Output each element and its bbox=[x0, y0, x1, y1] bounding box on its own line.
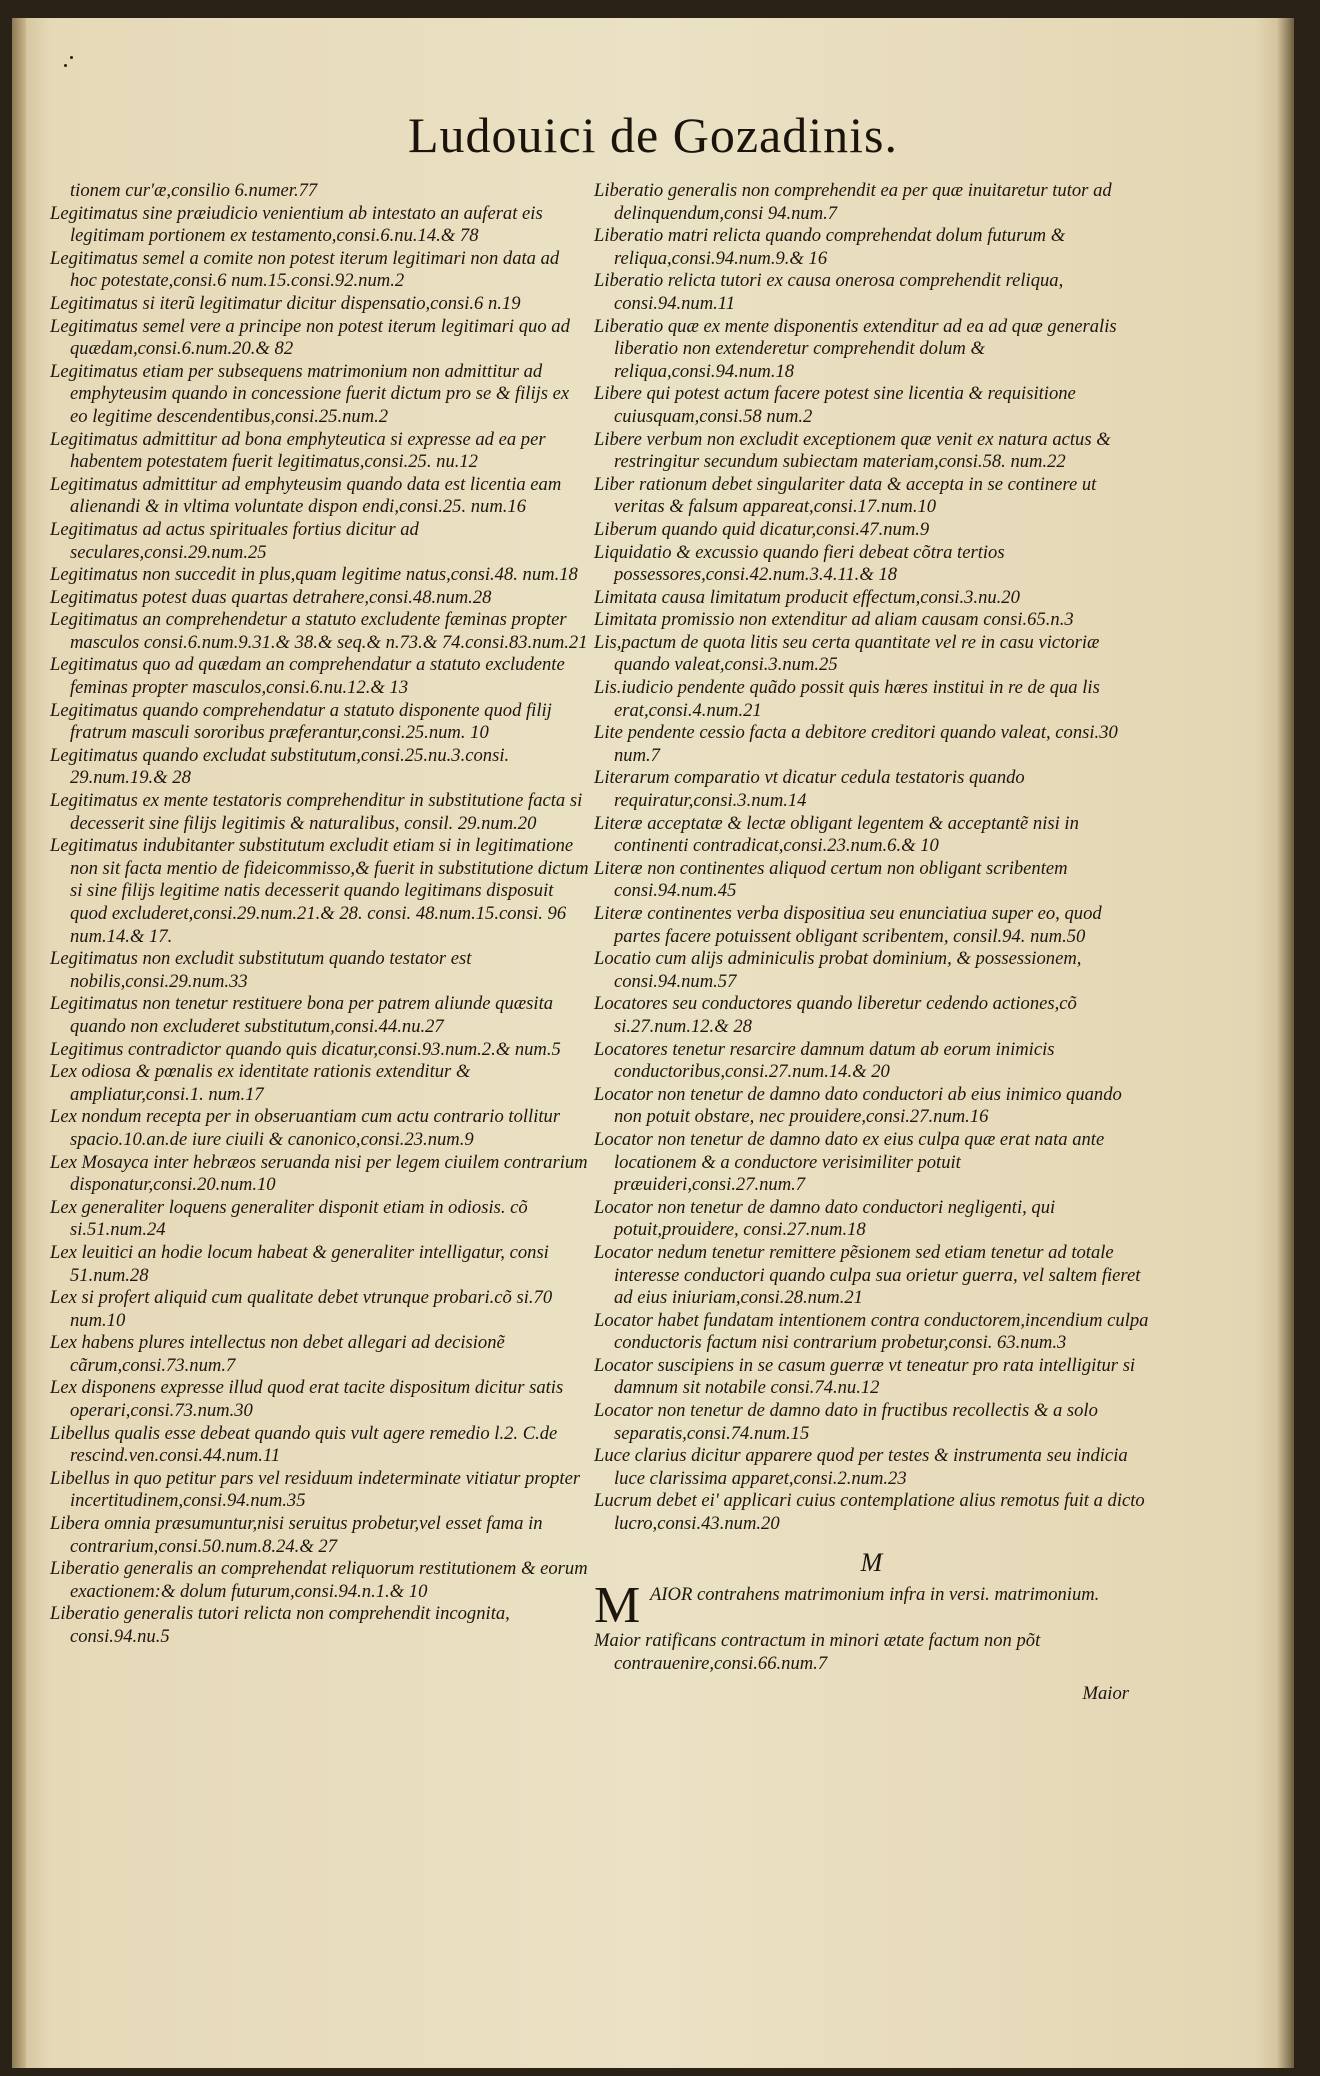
index-entry: Locator non tenetur de damno dato ex eius culpa quæ erat nata ante locationem & a conductore verisimiliter potuit præuideri,consi.27.num.7 bbox=[594, 1128, 1105, 1196]
index-entry: Legitimus contradictor quando quis dicatur,consi.93.num.2.& num.5 bbox=[50, 1038, 561, 1060]
index-entry: Locator non tenetur de damno dato conductori ab eius inimico quando non potuit obstare, nec prouidere,consi.27.num.16 bbox=[594, 1083, 1122, 1128]
index-entry: Liberum quando quid dicatur,consi.47.num.9 bbox=[594, 518, 930, 540]
index-entry: Legitimatus potest duas quartas detrahere,consi.48.num.28 bbox=[50, 586, 492, 608]
index-entry: Liberatio generalis non comprehendit ea per quæ inuitaretur tutor ad delinquendum,consi 94.num.7 bbox=[594, 180, 1112, 224]
index-entry: Legitimatus admittitur ad bona emphyteutica si expresse ad ea per habentem potestatem fuerit legitimatus,consi.25. nu.12 bbox=[50, 428, 546, 473]
right-entries bbox=[594, 180, 1149, 1536]
index-entry: Lis.iudicio pendente quãdo possit quis hæres institui in re de qua lis erat,consi.4.num.21 bbox=[594, 677, 1100, 721]
index-entry: Liber rationum debet singulariter data & accepta in se continere ut veritas & falsum appareat,consi.17.num.10 bbox=[594, 473, 1097, 518]
index-entry: Libere qui potest actum facere potest sine licentia & requisitione cuiusquam,consi.58 num.2 bbox=[594, 383, 1076, 427]
index-entry: Liberatio matri relicta quando comprehendat dolum futurum & reliqua,consi.94.num.9.& 16 bbox=[594, 225, 1066, 269]
index-entry: Legitimatus quando excludat substitutum,consi.25.nu.3.consi. 29.num.19.& 28 bbox=[50, 744, 510, 789]
index-entry: Lex generaliter loquens generaliter disponit etiam in odiosis. cõ si.51.num.24 bbox=[50, 1196, 528, 1241]
index-entry: Limitata causa limitatum producit effectum,consi.3.nu.20 bbox=[594, 586, 1020, 608]
index-entry: Lex leuitici an hodie locum habeat & generaliter intelligatur, consi 51.num.28 bbox=[50, 1241, 549, 1286]
index-entry: Legitimatus semel a comite non potest iterum legitimari non data ad hoc potestate,consi.6 num.15.consi.92.num.2 bbox=[50, 247, 560, 292]
index-entry: Locator non tenetur de damno dato in fructibus recollectis & a solo separatis,consi.74.num.15 bbox=[594, 1400, 1098, 1444]
index-entry: Locatores tenetur resarcire damnum datum ab eorum inimicis conductoribus,consi.27.num.14.& 20 bbox=[594, 1038, 1055, 1083]
index-entry: Libere verbum non excludit exceptionem quæ venit ex natura actus & restringitur secundum subiectam materiam,consi.58. num.22 bbox=[594, 428, 1111, 473]
index-entry: Legitimatus quo ad quædam an comprehendatur a statuto excludente feminas propter masculos,consi.6.nu.12.& 13 bbox=[50, 654, 565, 699]
left-column bbox=[50, 180, 590, 1649]
index-entry: Locator habet fundatam intentionem contra conductorem,incendium culpa conductoris factum nisi contrarium probetur,consi. 63.num.3 bbox=[594, 1309, 1149, 1354]
index-entry: Locator suscipiens in se casum guerræ vt teneatur pro rata intelligitur si damnum sit notabile consi.74.nu.12 bbox=[594, 1354, 1136, 1399]
index-entry: Legitimatus indubitanter substitutum excludit etiam si in legitimatione non sit facta mentio de fideicommisso,& fuerit in substitutione dictum si sine filijs legitime natis decesserit quando legitimans disposuit quod excluderet,consi.29.num.21.& 28. consi. 48.num.15.consi. 96 num.14.& 17. bbox=[50, 835, 589, 947]
index-entry: Legitimatus si iterũ legitimatur dicitur dispensatio,consi.6 n.19 bbox=[50, 292, 521, 314]
index-entry: Locator non tenetur de damno dato conductori negligenti, qui potuit,prouidere, consi.27.num.18 bbox=[594, 1196, 1056, 1241]
index-entry: Legitimatus non excludit substitutum quando testator est nobilis,consi.29.num.33 bbox=[50, 948, 472, 992]
index-entry: Legitimatus etiam per subsequens matrimonium non admittitur ad emphyteusim quando in concessione fuerit dictum pro se & filijs ex eo legitime descendentibus,consi.25.num.2 bbox=[50, 360, 570, 427]
index-entry: Libera omnia præsumuntur,nisi seruitus probetur,vel esset fama in contrarium,consi.50.num.8.24.& 27 bbox=[50, 1513, 543, 1557]
page-edge bbox=[1276, 18, 1294, 2068]
dropcap-entry bbox=[594, 1577, 1149, 1635]
index-entry: Lex si profert aliquid cum qualitate debet vtrunque probari.cõ si.70 num.10 bbox=[50, 1287, 553, 1331]
index-entry: Lex disponens expresse illud quod erat tacite dispositum dicitur satis operari,consi.73.num.30 bbox=[50, 1377, 564, 1422]
ink-speck bbox=[64, 64, 67, 67]
index-entry: Libellus in quo petitur pars vel residuum indeterminate vitiatur propter incertitudinem,consi.94.num.35 bbox=[50, 1467, 581, 1512]
index-entry: Liberatio relicta tutori ex causa onerosa comprehendit reliqua, consi.94.num.11 bbox=[594, 270, 1064, 314]
page-title: Ludouici de Gozadinis. bbox=[408, 107, 898, 163]
index-entry: Legitimatus ex mente testatoris comprehenditur in substitutione facta si decesserit sine filijs legitimis & naturalibus, consil. 29.num.20 bbox=[50, 790, 583, 834]
index-entry: Literæ acceptatæ & lectæ obligant legentem & acceptantẽ nisi in continenti contradicat,consi.23.num.6.& 10 bbox=[594, 812, 1079, 857]
index-entry: Legitimatus non tenetur restituere bona per patrem aliunde quæsita quando non excluderet substitutum,consi.44.nu.27 bbox=[50, 993, 554, 1037]
index-entry: Locatores seu conductores quando liberetur cedendo actiones,cõ si.27.num.12.& 28 bbox=[594, 993, 1077, 1037]
index-entry: Lis,pactum de quota litis seu certa quantitate vel re in casu victoriæ quando valeat,consi.3.num.25 bbox=[594, 631, 1100, 676]
index-entry: Liberatio quæ ex mente disponentis extenditur ad ea ad quæ generalis liberatio non extenderetur comprehendit dolum & reliqua,consi.94.num.18 bbox=[594, 315, 1117, 382]
index-entry: Legitimatus semel vere a principe non potest iterum legitimari quo ad quædam,consi.6.num.20.& 82 bbox=[50, 315, 570, 360]
index-entry: Liberatio generalis an comprehendat reliquorum restitutionem & eorum exactionem:& dolum futurum,consi.94.n.1.& 10 bbox=[50, 1558, 588, 1602]
index-entry: Lex habens plures intellectus non debet allegari ad decisionẽ cãrum,consi.73.num.7 bbox=[50, 1332, 505, 1376]
book-page bbox=[12, 18, 1294, 2068]
index-entry: tionem cur'æ,consilio 6.numer.77 bbox=[70, 180, 318, 201]
index-entry: Lex Mosayca inter hebræos seruanda nisi per legem ciuilem contrarium disponatur,consi.20.num.10 bbox=[50, 1151, 588, 1196]
index-entry: Legitimatus an comprehendetur a statuto excludente fæminas propter masculos consi.6.num.9.31.& 38.& seq.& n.73.& 74.consi.83.num.21 bbox=[50, 609, 588, 653]
index-entry: Lite pendente cessio facta a debitore creditori quando valeat, consi.30 num.7 bbox=[594, 722, 1118, 766]
index-entry: Locatio cum alijs adminiculis probat dominium, & possessionem, consi.94.num.57 bbox=[594, 948, 1082, 992]
page-gutter bbox=[12, 18, 26, 2068]
index-entry: Legitimatus ad actus spirituales fortius dicitur ad seculares,consi.29.num.25 bbox=[50, 518, 419, 563]
index-entry: Legitimatus non succedit in plus,quam legitime natus,consi.48. num.18 bbox=[50, 564, 578, 586]
section-letter: M bbox=[860, 1547, 883, 1577]
index-entry: Lex odiosa & pœnalis ex identitate rationis extenditur & ampliatur,consi.1. num.17 bbox=[50, 1061, 471, 1105]
catchword: Maior bbox=[1082, 1683, 1129, 1705]
index-entry: Limitata promissio non extenditur ad aliam causam consi.65.n.3 bbox=[594, 609, 1074, 631]
index-entry: Legitimatus admittitur ad emphyteusim quando data est licentia eam alienandi & in vltima voluntate dispon endi,consi.25. num.16 bbox=[50, 473, 562, 518]
index-entry: Maior ratificans contractum in minori ætate factum non põt contrauenire,consi.66.num.7 bbox=[594, 1630, 1041, 1674]
index-entry: Literæ continentes verba dispositiua seu enunciatiua super eo, quod partes facere potuissent obligant scribentem, consil.94. num.50 bbox=[594, 903, 1102, 947]
index-entry: Literarum comparatio vt dicatur cedula testatoris quando requiratur,consi.3.num.14 bbox=[594, 767, 1025, 812]
index-entry: Luce clarius dicitur apparere quod per testes & instrumenta seu indicia luce clarissima apparet,consi.2.num.23 bbox=[594, 1445, 1128, 1489]
drop-cap-letter: M bbox=[594, 1577, 641, 1635]
index-entry: Liberatio generalis tutori relicta non comprehendit incognita, consi.94.nu.5 bbox=[50, 1603, 510, 1647]
index-entry: Lucrum debet ei' applicari cuius contemplatione alius remotus fuit a dicto lucro,consi.43.num.20 bbox=[594, 1490, 1145, 1535]
ink-speck bbox=[70, 56, 73, 59]
index-entry: Locator nedum tenetur remittere pẽsionem sed etiam tenetur ad totale interesse conductori quando culpa sua orietur guerra, vel saltem fieret ad eius iniuriam,consi.28.num.21 bbox=[594, 1241, 1141, 1309]
right-column bbox=[594, 180, 1149, 1706]
index-entry: Legitimatus quando comprehendatur a statuto disponente quod filij fratrum masculi sororibus præferantur,consi.25.num. 10 bbox=[50, 699, 552, 744]
index-entry: Lex nondum recepta per in obseruantiam cum actu contrario tollitur spacio.10.an.de iure ciuili & canonico,consi.23.num.9 bbox=[50, 1106, 561, 1150]
entry-text: AIOR contrahens matrimonium infra in versi. matrimonium. bbox=[650, 1584, 1100, 1606]
index-entry: Libellus qualis esse debeat quando quis vult agere remedio l.2. C.de rescind.ven.consi.44.num.11 bbox=[50, 1422, 558, 1467]
index-entry: Literæ non continentes aliquod certum non obligant scribentem consi.94.num.45 bbox=[594, 857, 1068, 902]
index-entry: Legitimatus sine præiudicio venientium ab intestato an auferat eis legitimam portionem ex testamento,consi.6.nu.14.& 78 bbox=[50, 202, 543, 247]
index-entry: Liquidatio & excussio quando fieri debeat cõtra tertios possessores,consi.42.num.3.4.11.& 18 bbox=[594, 541, 1005, 586]
